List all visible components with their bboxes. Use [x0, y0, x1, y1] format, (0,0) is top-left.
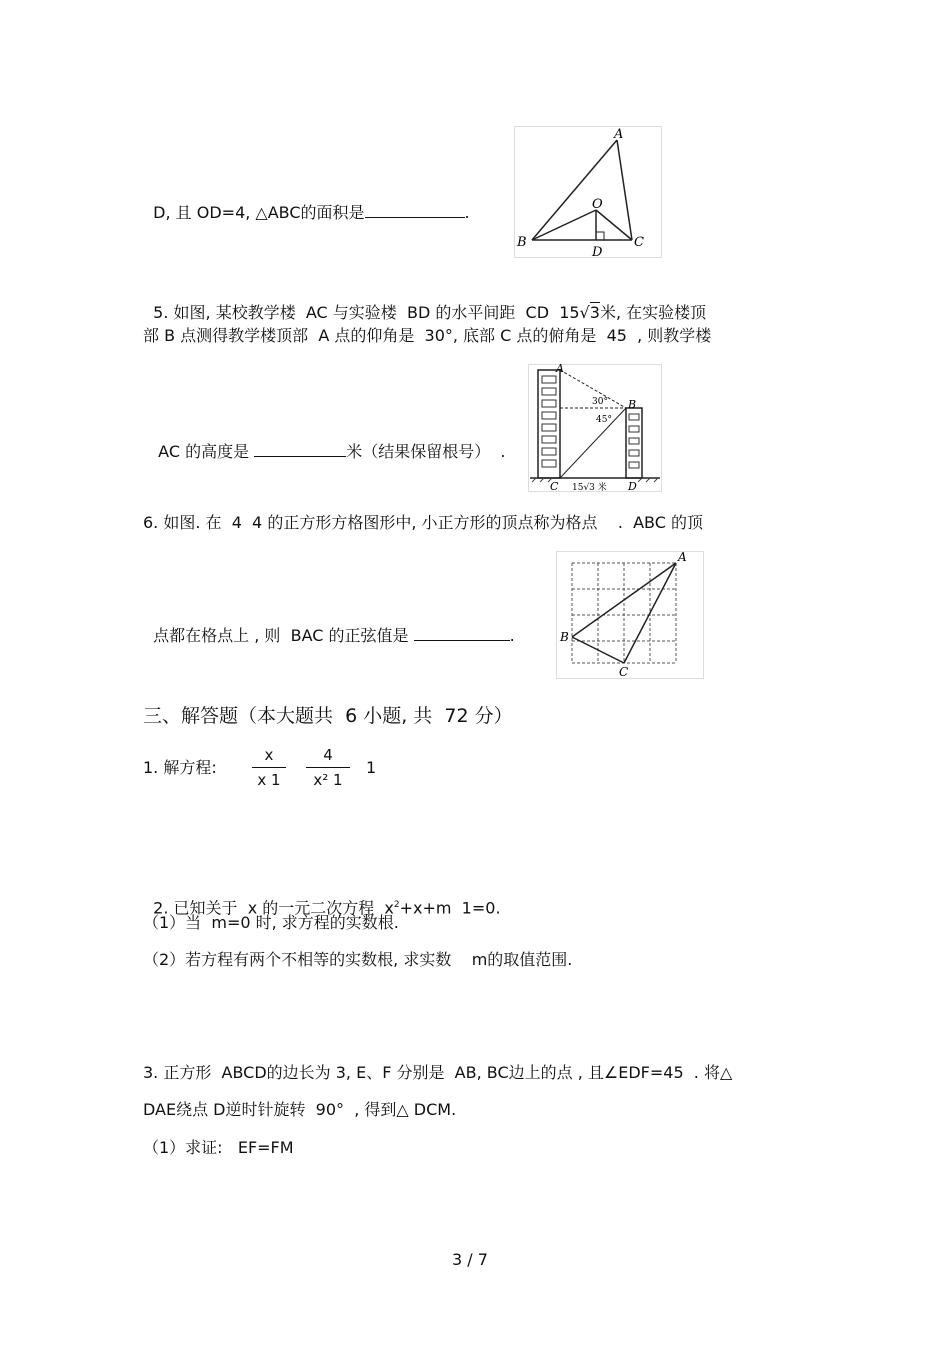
- label-a: A: [678, 551, 687, 564]
- q4-line: D, 且 OD=4, △ABC的面积是: [153, 203, 365, 222]
- page-number: 3 / 7: [452, 1250, 488, 1269]
- q4-triangle-figure: [514, 126, 662, 258]
- fraction-1-numerator: x: [264, 746, 274, 764]
- label-c: C: [550, 480, 559, 492]
- label-c: C: [634, 235, 644, 250]
- distance-label: 15√3 米: [572, 483, 607, 492]
- p3-line3: （1）求证: EF=FM: [143, 1138, 294, 1157]
- fraction-bar: [306, 767, 350, 768]
- q5-line2: 部 B 点测得教学楼顶部 A 点的仰角是 30°, 底部 C 点的俯角是 45 , 则教学楼: [143, 326, 712, 345]
- q5-line1-b: 米, 在实验楼顶: [599, 303, 707, 322]
- p1-fraction-2: [306, 745, 350, 790]
- angle-45-label: 45°: [596, 415, 612, 425]
- fraction-2-denominator: x² 1: [313, 771, 343, 789]
- label-d: D: [592, 245, 603, 258]
- p3-line2: DAE绕点 D逆时针旋转 90° , 得到△ DCM.: [143, 1100, 457, 1119]
- q6-line2: [143, 606, 515, 646]
- p1-rhs: 1: [366, 758, 377, 777]
- label-c: C: [619, 665, 629, 679]
- fraction-bar: [252, 767, 286, 768]
- q6-line2-b: .: [509, 626, 515, 645]
- q5-line3-a: AC 的高度是: [158, 442, 250, 461]
- p2-line2: （1）当 m=0 时, 求方程的实数根.: [143, 913, 399, 932]
- q5-radicand: 3: [589, 303, 600, 322]
- exponent: 2: [393, 900, 400, 910]
- p1-fraction-1: [252, 745, 286, 790]
- label-o: O: [592, 197, 603, 212]
- label-b: B: [517, 235, 527, 250]
- q5-line1-a: 5. 如图, 某校教学楼 AC 与实验楼 BD 的水平间距 CD: [153, 303, 550, 322]
- fraction-1-denominator: x 1: [257, 771, 281, 789]
- p2-line3: （2）若方程有两个不相等的实数根, 求实数 m的取值范围.: [143, 950, 573, 969]
- label-a: A: [614, 127, 624, 142]
- label-d: D: [628, 480, 637, 492]
- angle-30-label: 30°: [592, 397, 608, 407]
- q4-text: [143, 183, 470, 223]
- section-heading: 三、解答题（本大题共 6 小题, 共 72 分）: [143, 705, 513, 727]
- q6-line2-a: 点都在格点上 , 则 BAC 的正弦值是: [153, 626, 409, 645]
- label-a: A: [556, 364, 564, 375]
- p3-line1: 3. 正方形 ABCD的边长为 3, E、F 分别是 AB, BC边上的点 , 且∠EDF=45 . 将△: [143, 1063, 733, 1082]
- q5-distance-number: 15: [559, 303, 580, 322]
- sqrt-symbol: √: [579, 303, 590, 322]
- label-b: B: [560, 630, 569, 644]
- q4-answer-blank: [365, 203, 465, 218]
- p1-label: 1. 解方程:: [143, 758, 217, 777]
- q5-buildings-figure: [528, 364, 662, 492]
- q6-answer-blank: [414, 626, 510, 641]
- q5-line1: [143, 283, 706, 323]
- p2-line1: [143, 875, 501, 918]
- q5-answer-blank: [254, 442, 346, 457]
- q4-end: .: [464, 203, 470, 222]
- fraction-2-numerator: 4: [323, 746, 333, 764]
- q5-line3: [148, 422, 505, 462]
- p2-line1-b: +x+m 1=0.: [399, 898, 501, 918]
- q6-line1: 6. 如图. 在 4 4 的正方形方格图形中, 小正方形的顶点称为格点 . ABC 的顶: [143, 513, 703, 532]
- p2-line1-a: 2. 已知关于 x 的一元二次方程 x: [153, 898, 394, 918]
- q5-line3-b: 米（结果保留根号） .: [346, 442, 506, 461]
- label-b: B: [628, 398, 637, 411]
- q6-grid-figure: [556, 551, 704, 679]
